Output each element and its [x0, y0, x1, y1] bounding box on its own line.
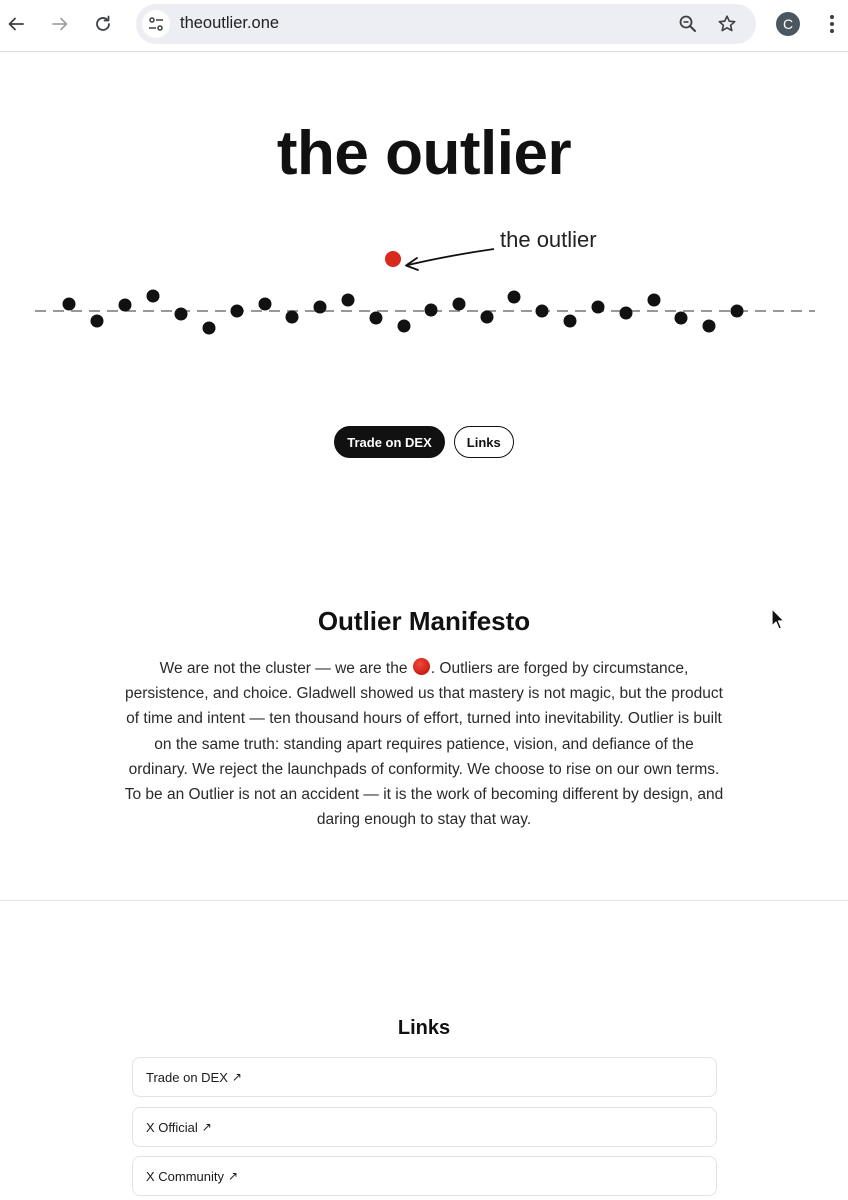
address-bar[interactable]	[136, 4, 756, 44]
reload-button[interactable]	[87, 8, 119, 40]
cluster-dot	[620, 307, 633, 320]
cluster-dot	[648, 294, 661, 307]
link-x-community[interactable]	[132, 1156, 717, 1196]
cluster-dot	[536, 305, 549, 318]
browser-menu-button[interactable]	[820, 12, 844, 36]
cluster-dot	[564, 315, 577, 328]
manifesto-text-start: We are not the cluster — we are the	[159, 660, 408, 677]
trade-on-dex-button[interactable]: Trade on DEX	[334, 426, 445, 458]
zoom-out-icon	[678, 14, 698, 34]
manifesto-title: Outlier Manifesto	[317, 606, 531, 636]
hero-title: the outlier	[276, 119, 572, 188]
hero-actions	[0, 426, 848, 458]
zoom-button[interactable]	[674, 10, 702, 38]
section-divider	[0, 900, 848, 901]
cluster-dot	[231, 305, 244, 318]
more-vertical-icon	[829, 14, 835, 34]
cluster-dot	[91, 315, 104, 328]
arrow-left-icon	[7, 15, 25, 33]
cluster-dot	[453, 298, 466, 311]
outlier-dot	[385, 251, 401, 267]
cluster-dot	[508, 291, 521, 304]
outlier-annotation: the outlier	[500, 227, 597, 252]
cluster-dot	[203, 322, 216, 335]
cluster-dot	[119, 299, 132, 312]
cluster-dot	[342, 294, 355, 307]
link-trade-on-dex[interactable]	[132, 1057, 717, 1097]
annotation-arrow	[408, 249, 494, 265]
links-button[interactable]: Links	[454, 426, 514, 458]
cluster-dot	[259, 298, 272, 311]
scatter-illustration	[0, 215, 848, 355]
manifesto-text-end: . Outliers are forged by circumstance, persistence, and choice. Gladwell showed us that mastery is not magic, but the product of time and intent — ten thousand hours of effort, turned into inevitability. Outlier is built on the same truth: standing apart requires patience, vision, and defiance of the ordinary. We reject the launchpads of conformity. We choose to rise on our own terms. To be an Outlier is not an accident — it is the work of becoming different by design, and daring enough to stay that way.	[124, 660, 724, 829]
forward-button[interactable]	[44, 8, 76, 40]
bookmark-button[interactable]	[713, 10, 741, 38]
arrow-right-icon	[51, 15, 69, 33]
link-x-official[interactable]	[132, 1107, 717, 1147]
cluster-dot	[592, 301, 605, 314]
cluster-dot	[314, 301, 327, 314]
external-link-icon: ↗	[231, 1070, 242, 1084]
cluster-dot	[370, 312, 383, 325]
cluster-dot	[731, 305, 744, 318]
star-icon	[717, 14, 737, 34]
cluster-dot	[286, 311, 299, 324]
link-label: X Community	[146, 1168, 225, 1184]
cluster-dot	[675, 312, 688, 325]
cluster-dot	[147, 290, 160, 303]
link-label: X Official	[146, 1119, 198, 1135]
profile-avatar[interactable]: C	[776, 12, 800, 36]
cluster-dot	[703, 320, 716, 333]
cluster-dot	[398, 320, 411, 333]
back-button[interactable]	[0, 8, 32, 40]
cluster-dot	[63, 298, 76, 311]
tune-icon	[147, 15, 165, 33]
cluster-dot	[425, 304, 438, 317]
link-label: Trade on DEX	[146, 1069, 228, 1085]
links-title: Links	[397, 1017, 451, 1039]
cluster-dot	[175, 308, 188, 321]
browser-toolbar	[0, 0, 848, 52]
cluster-dots	[63, 290, 744, 335]
cluster-dot	[481, 311, 494, 324]
external-link-icon: ↗	[228, 1169, 239, 1183]
site-settings-button[interactable]	[142, 10, 170, 38]
mouse-cursor-icon	[771, 608, 787, 632]
manifesto-text	[124, 656, 724, 832]
url-text[interactable]: theoutlier.one	[180, 14, 280, 32]
red-dot-icon	[413, 658, 430, 675]
reload-icon	[94, 15, 112, 33]
external-link-icon: ↗	[201, 1120, 212, 1134]
